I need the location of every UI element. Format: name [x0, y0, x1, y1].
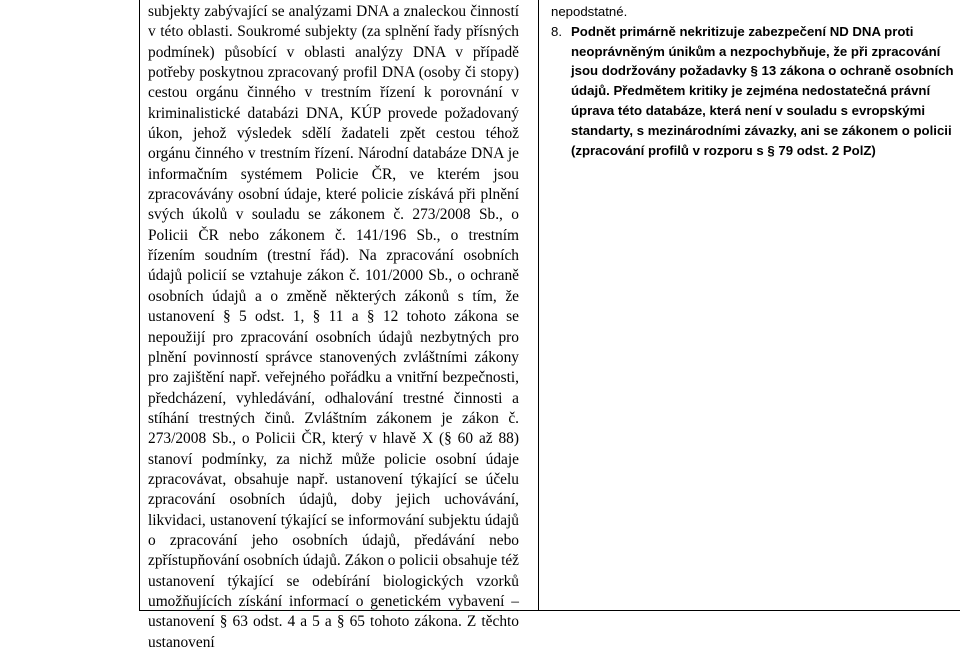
right-column — [551, 2, 955, 160]
left-column-text: subjekty zabývající se analýzami DNA a znaleckou činností v této oblasti. Soukromé subjekty (za splnění řady přísných podmínek) působící v oblasti analýzy DNA v případě potřeby poskytnou zpracovaný profil DNA (osoby či stopy) cestou orgánu činného v trestním řízení k porovnání v kriminalistické databázi DNA, KÚP provede požadovaný úkon, jehož výsledek sdělí žadateli zpět cestou téhož orgánu činného v trestním řízení. Národní databáze DNA je informačním systémem Policie ČR, ve kterém jsou zpracovávány osobní údaje, které policie získává při plnění svých úkolů v souladu se zákonem č. 273/2008 Sb., o Policii ČR nebo zákonem č. 141/196 Sb., o trestním řízením soudním (trestní řád). Na zpracování osobních údajů policií se vztahuje zákon č. 101/2000 Sb., o ochraně osobních údajů a o změně některých zákonů s tím, že ustanovení § 5 odst. 1, § 11 a § 12 tohoto zákona se nepoužijí pro zpracování osobních údajů nezbytných pro plnění povinností správce stanovených zvláštními zákony pro zajištění např. veřejného pořádku a vnitřní bezpečnosti, předcházení, vyhledávání, odhalování trestné činnosti a stíhání trestných činů. Zvláštním zákonem je zákon č. 273/2008 Sb., o Policii ČR, který v hlavě X (§ 60 až 88) stanoví podmínky, za nichž může policie osobní údaje zpracovávat, obsahuje např. ustanovení týkající se účelu zpracování osobních údajů, doby jejich uchovávání, likvidaci, ustanovení týkající se informování subjektu údajů o zpracování jeho osobních údajů, předávání nebo zpřístupňování osobních údajů. Zákon o policii obsahuje též ustanovení týkající se odebírání biologických vzorků umožňujících získání informací o genetickém vybavení – ustanovení § 63 odst. 4 a 5 a § 65 tohoto zákona. Z těchto ustanovení — [148, 3, 520, 651]
item-line: (zpracování profilů v rozporu s § 79 odst. 2 PolZ) — [571, 142, 876, 158]
continuation-text: nepodstatné. — [551, 4, 628, 19]
item-number: 8. — [551, 23, 562, 39]
item-line: jsou dodržovány požadavky § 13 zákona o ochraně osobních — [571, 63, 954, 79]
item-line: úprava této databáze, která není v souladu s evropskými — [571, 102, 925, 118]
item-line: neoprávněným únikům a nezpochybňuje, že při zpracování — [571, 43, 941, 59]
column-divider — [538, 0, 539, 610]
item-text — [571, 22, 955, 161]
item-line: Podnět primárně nekritizuje zabezpečení ND DNA proti — [571, 23, 914, 39]
item-line: údajů. Předmětem kritiky je zejména nedostatečná právní — [571, 83, 931, 99]
document-table — [139, 0, 960, 651]
item-line: standarty, s mezinárodními závazky, ani se zákonem o policii — [571, 122, 952, 138]
numbered-item-8 — [551, 22, 955, 161]
